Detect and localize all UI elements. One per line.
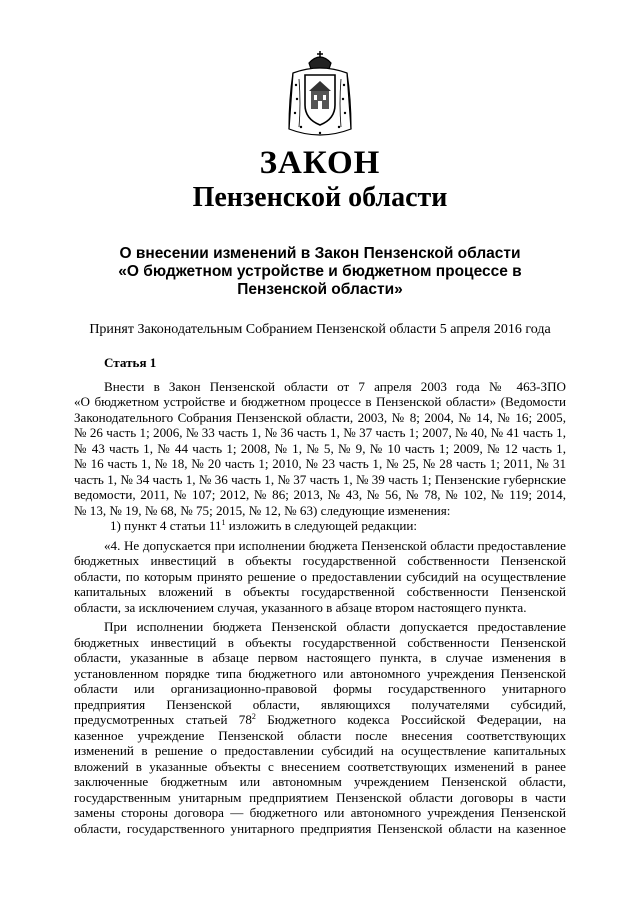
item-text: изложить в следующей редакции:	[225, 518, 418, 533]
text-line: области или организационно-правовой формы государственного унитарного	[74, 681, 566, 696]
text-line: бюджетных инвестиций в объекты государственной собственности Пензенской	[74, 634, 566, 650]
text-line: «4. Не допускается при исполнении бюджета Пензенской области предоставление	[104, 537, 566, 553]
text-line: № 43 часть 1, № 44 часть 1; 2008, № 1, № 5, № 9, № 10 часть 1; 2009, № 12 часть 1,	[74, 440, 566, 456]
text-line: изменений в решение о предоставлении субсидий на осуществление капитальных	[74, 743, 566, 758]
text-line: предприятия Пензенской области, являющихся получателями субсидий,	[74, 696, 566, 712]
text-line: установленном порядке типа бюджетного или автономного учреждения Пензенской	[74, 665, 566, 681]
superscript: 2	[251, 712, 256, 721]
coat-of-arms-emblem	[283, 49, 357, 141]
text-line: области, государственного унитарного предприятия Пензенской области на казенное	[74, 820, 566, 836]
text-line: Законодательного Собрания Пензенской области, 2003, № 8; 2004, № 14, № 16; 2005,	[74, 409, 566, 425]
text-line: государственным унитарным предприятием Пензенской области договоры в части	[74, 789, 566, 805]
text-line: № 16 часть 1, № 18, № 20 часть 1; 2010, № 23 часть 1, № 25, № 28 часть 1; 2011, № 31	[74, 456, 566, 471]
text-line: № 13, № 19, № 68, № 75; 2015, № 12, № 63) следующие изменения:	[74, 502, 451, 518]
text-fragment: Бюджетного кодекса Российской Федерации, на	[255, 712, 566, 727]
item-text: 1) пункт 4 статьи 11	[110, 518, 222, 533]
law-body	[74, 355, 566, 836]
text-line	[74, 712, 566, 728]
superscript: 1	[221, 518, 226, 527]
subject-line: «О бюджетном устройстве и бюджетном процессе в	[118, 263, 522, 280]
text-line: бюджетных инвестиций в объекты государственной собственности Пензенской	[74, 553, 566, 568]
adoption-note: Принят Законодательным Собранием Пензенской области 5 апреля 2016 года	[89, 322, 551, 337]
text-line: области, по которым принято решение о предоставлении субсидий на осуществление	[74, 568, 566, 584]
text-line: вложений в указанные объекты с внесением соответствующих изменений в ранее	[74, 758, 566, 774]
article-heading: Статья 1	[104, 355, 157, 370]
text-line: области, указанные в абзаце первом настоящего пункта, в случае изменения в	[74, 650, 566, 665]
text-line: замены стороны договора — бюджетного или автономного учреждения Пензенской	[74, 805, 566, 820]
text-line: При исполнении бюджета Пензенской области допускается предоставление	[104, 619, 566, 634]
law-title: ЗАКОН	[259, 145, 381, 181]
text-line: ведомости, 2011, № 107; 2012, № 86; 2013, № 43, № 56, № 78, № 102, № 119; 2014,	[74, 487, 566, 502]
text-line: области, за исключением случая, указанного в абзаце втором настоящего пункта.	[74, 599, 527, 615]
law-subject	[100, 245, 540, 299]
text-line: капитальных вложений в объекты государственной собственности Пензенской	[74, 584, 566, 599]
article-intro-paragraph	[74, 379, 566, 519]
text-line: № 26 часть 1; 2006, № 33 часть 1, № 36 часть 1, № 37 часть 1; 2007, № 40, № 41 часть 1,	[74, 425, 566, 440]
amendment-item-1	[74, 518, 566, 534]
text-fragment: предусмотренных статьей 78	[74, 712, 252, 727]
text-line: казенное учреждение Пензенской области после внесения соответствующих	[74, 727, 566, 743]
subject-line: Пензенской области»	[237, 281, 403, 298]
quoted-paragraph-1	[74, 538, 566, 616]
region-title: Пензенской области	[192, 182, 448, 213]
text-line: «О бюджетном устройстве и бюджетном процессе в Пензенской области» (Ведомости	[74, 394, 566, 409]
subject-line: О внесении изменений в Закон Пензенской области	[119, 245, 521, 262]
text-line: заключенные бюджетным или автономным учреждением Пензенской области,	[74, 774, 566, 789]
text-line: часть 1, № 34 часть 1, № 36 часть 1, № 37 часть 1, № 39 часть 1; Пензенские губернские	[74, 471, 566, 487]
quoted-paragraph-2	[74, 619, 566, 836]
text-line: Внести в Закон Пензенской области от 7 апреля 2003 года № 463-ЗПО	[104, 378, 566, 394]
